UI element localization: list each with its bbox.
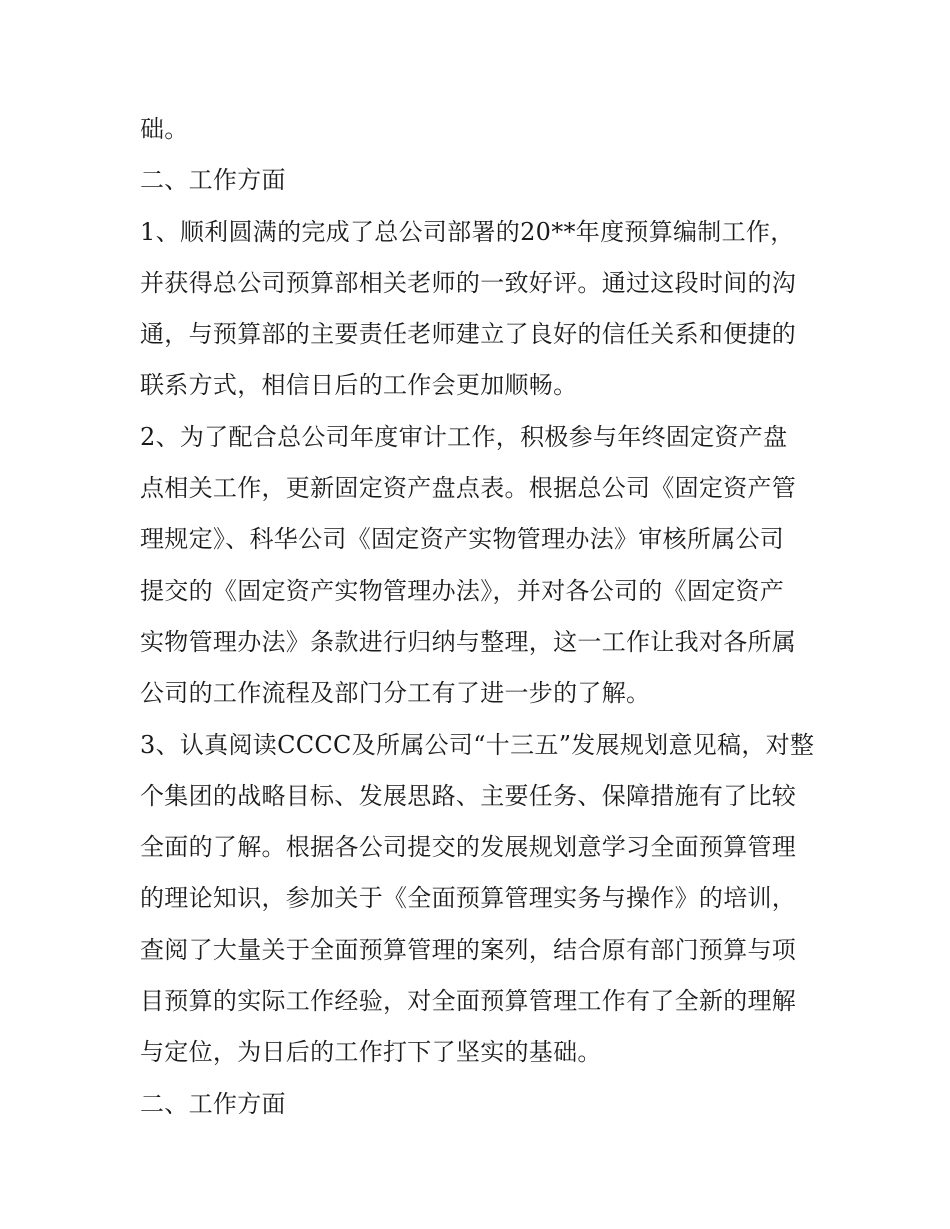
paragraph-3-line-1: 3、认真阅读CCCC及所属公司“十三五”发展规划意见稿，对整 [140,730,815,759]
paragraph-3-line-4: 的理论知识，参加关于《全面预算管理实务与操作》的培训， [140,884,797,913]
paragraph-2-line-5: 实物管理办法》条款进行归纳与整理，这一工作让我对各所属 [140,627,797,656]
paragraph-1-line-2: 并获得总公司预算部相关老师的一致好评。通过这段时间的沟 [140,268,797,297]
document-body [140,104,820,1130]
paragraph-2-line-2: 点相关工作，更新固定资产盘点表。根据总公司《固定资产管 [140,474,797,503]
paragraph-2-line-3: 理规定》、科华公司《固定资产实物管理办法》审核所属公司 [140,525,785,554]
paragraph-3-line-7: 与定位，为日后的工作打下了坚实的基础。 [140,1038,602,1067]
text-line-continuation: 础。 [140,115,189,143]
paragraph-1-line-4: 联系方式，相信日后的工作会更加顺畅。 [140,371,578,400]
paragraph-2-line-6: 公司的工作流程及部门分工有了进一步的了解。 [140,679,651,708]
paragraph-3-line-5: 查阅了大量关于全面预算管理的案列，结合原有部门预算与项 [140,935,797,964]
paragraph-2-line-4: 提交的《固定资产实物管理办法》，并对各公司的《固定资产 [140,576,785,605]
paragraph-1-line-1: 1、顺利圆满的完成了总公司部署的20**年度预算编制工作， [140,217,795,246]
section-heading-repeat: 二、工作方面 [140,1089,286,1118]
section-heading: 二、工作方面 [140,166,286,195]
paragraph-3-line-3: 全面的了解。根据各公司提交的发展规划意学习全面预算管理 [140,833,797,862]
paragraph-3-line-6: 目预算的实际工作经验，对全面预算管理工作有了全新的理解 [140,987,797,1016]
paragraph-2-line-1: 2、为了配合总公司年度审计工作，积极参与年终固定资产盘 [140,422,788,451]
paragraph-1-line-3: 通，与预算部的主要责任老师建立了良好的信任关系和便捷的 [140,320,797,349]
paragraph-3-line-2: 个集团的战略目标、发展思路、主要任务、保障措施有了比较 [140,781,797,810]
